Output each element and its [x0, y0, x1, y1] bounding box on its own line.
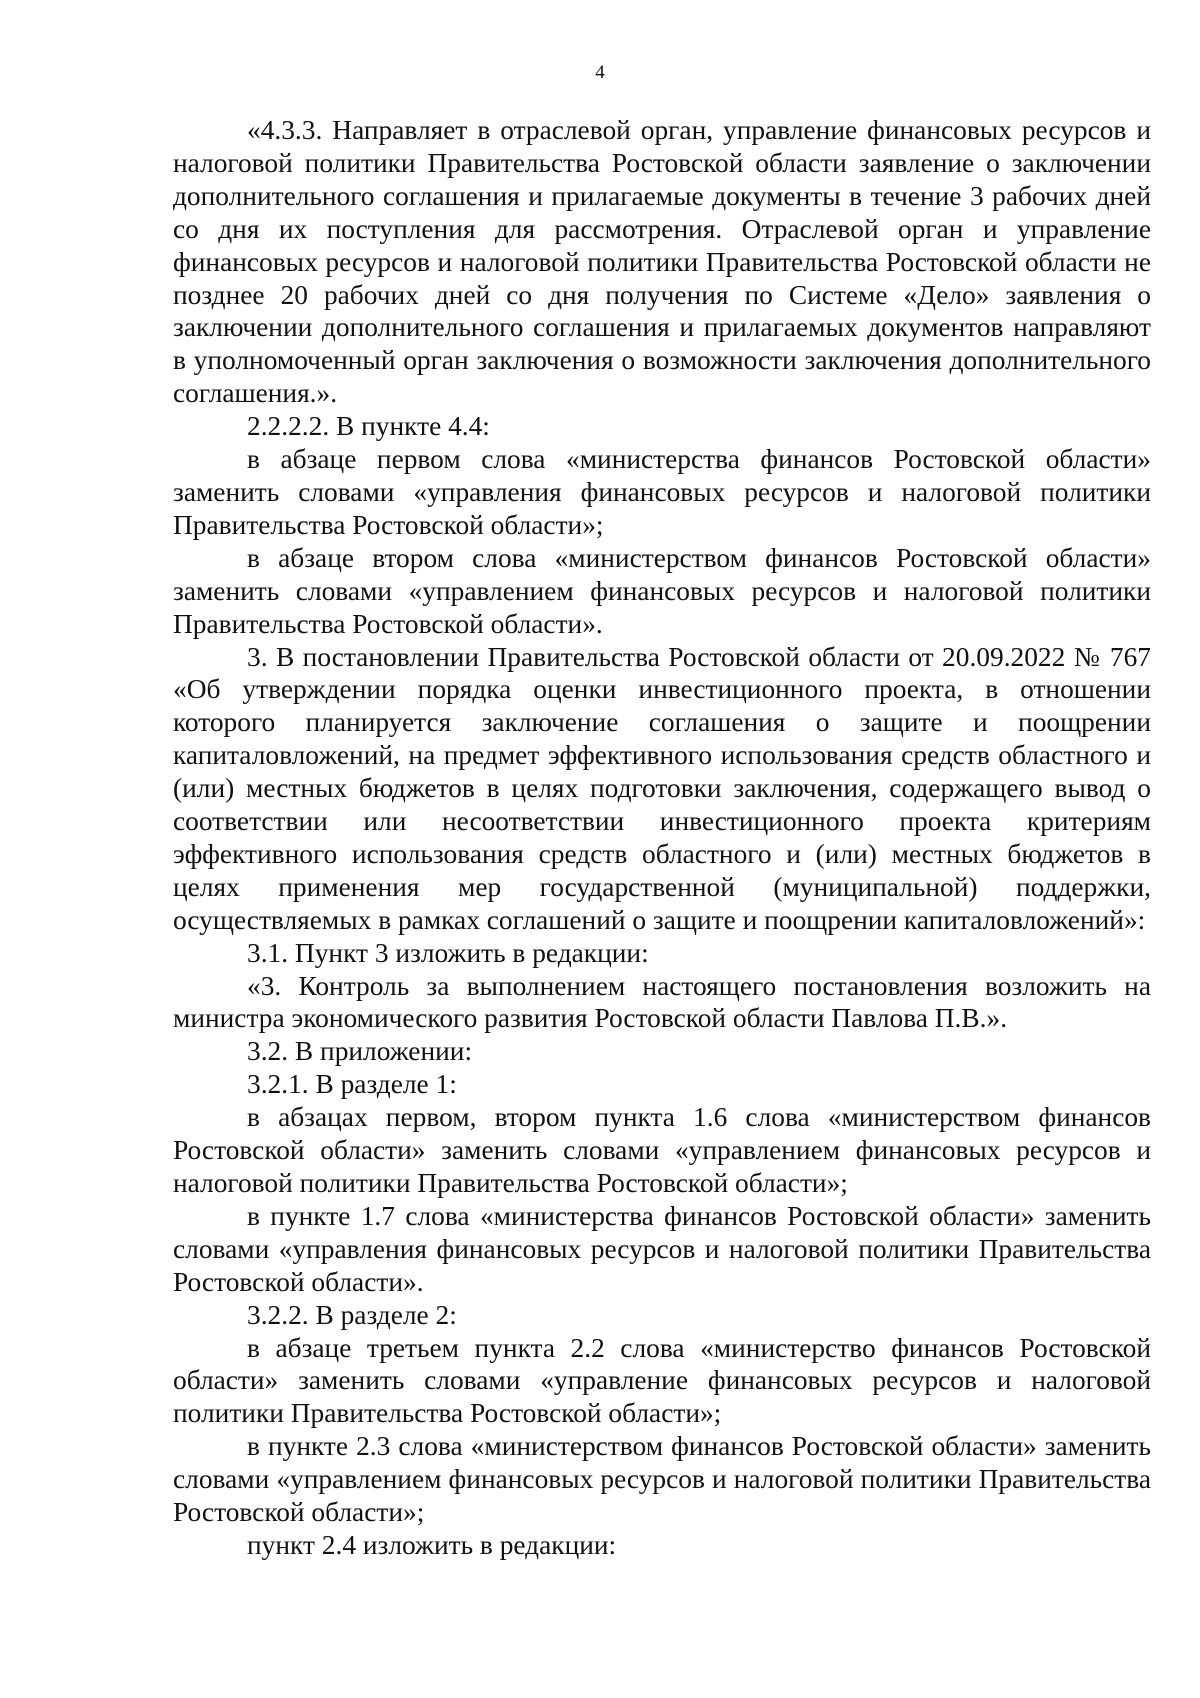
paragraph-3-2-1: 3.2.1. В разделе 1:: [247, 1069, 457, 1100]
page-number: 4: [595, 62, 605, 83]
paragraph-3-1: 3.1. Пункт 3 изложить в редакции:: [247, 937, 649, 968]
paragraph-3-postanovlenie: 3. В постановлении Правительства Ростовской области от 20.09.2022 № 767 «Об утверждении порядка оценки инвестиционного проекта, в отношении которого планируется заключение соглашения о защите и поощрении капиталовложений, на предмет эффективного использования средств областного и (или) местных бюджетов в целях подготовки заключения, содержащего вывод о соответствии или несоответствии инвестиционного проекта критериям эффективного использования средств областного и (или) местных бюджетов в целях применения мер государственной (муниципальной) поддержки, осуществляемых в рамках соглашений о защите и поощрении капиталовложений»:: [173, 641, 1151, 935]
paragraph-3-2: 3.2. В приложении:: [247, 1036, 473, 1067]
paragraph-punkt-2-2: в абзаце третьем пункта 2.2 слова «министерство финансов Ростовской области» заменить словами «управление финансовых ресурсов и налоговой политики Правительства Ростовской области»;: [173, 1332, 1151, 1429]
document-body: [173, 114, 1151, 1562]
paragraph-2-2-2-2: 2.2.2.2. В пункте 4.4:: [247, 411, 490, 442]
paragraph-3-2-2: 3.2.2. В разделе 2:: [247, 1299, 457, 1330]
paragraph-punkt-2-4: пункт 2.4 изложить в редакции:: [247, 1529, 617, 1560]
paragraph-abzac-vtorom: в абзаце втором слова «министерством финансов Ростовской области» заменить словами «управлением финансовых ресурсов и налоговой политики Правительства Ростовской области».: [173, 542, 1151, 639]
paragraph-punkt-2-3: в пункте 2.3 слова «министерством финансов Ростовской области» заменить словами «управлением финансовых ресурсов и налоговой политики Правительства Ростовской области»;: [173, 1431, 1151, 1528]
paragraph-punkt-1-6: в абзацах первом, втором пункта 1.6 слова «министерством финансов Ростовской области» заменить словами «управлением финансовых ресурсов и налоговой политики Правительства Ростовской области»;: [173, 1102, 1151, 1198]
paragraph-3-kontrol: «3. Контроль за выполнением настоящего постановления возложить на министра экономического развития Ростовской области Павлова П.В.».: [173, 970, 1151, 1034]
paragraph-abzac-pervom: в абзаце первом слова «министерства финансов Ростовской области» заменить словами «управления финансовых ресурсов и налоговой политики Правительства Ростовской области»;: [173, 444, 1151, 540]
paragraph-punkt-1-7: в пункте 1.7 слова «министерства финансов Ростовской области» заменить словами «управления финансовых ресурсов и налоговой политики Правительства Ростовской области».: [173, 1200, 1151, 1297]
paragraph-4-3-3: «4.3.3. Направляет в отраслевой орган, управление финансовых ресурсов и налоговой политики Правительства Ростовской области заявление о заключении дополнительного соглашения и прилагаемые документы в течение 3 рабочих дней со дня их поступления для рассмотрения. Отраслевой орган и управление финансовых ресурсов и налоговой политики Правительства Ростовской области не позднее 20 рабочих дней со дня получения по Системе «Дело» заявления о заключении дополнительного соглашения и прилагаемых документов направляют в уполномоченный орган заключения о возможности заключения дополнительного соглашения.».: [173, 115, 1151, 409]
